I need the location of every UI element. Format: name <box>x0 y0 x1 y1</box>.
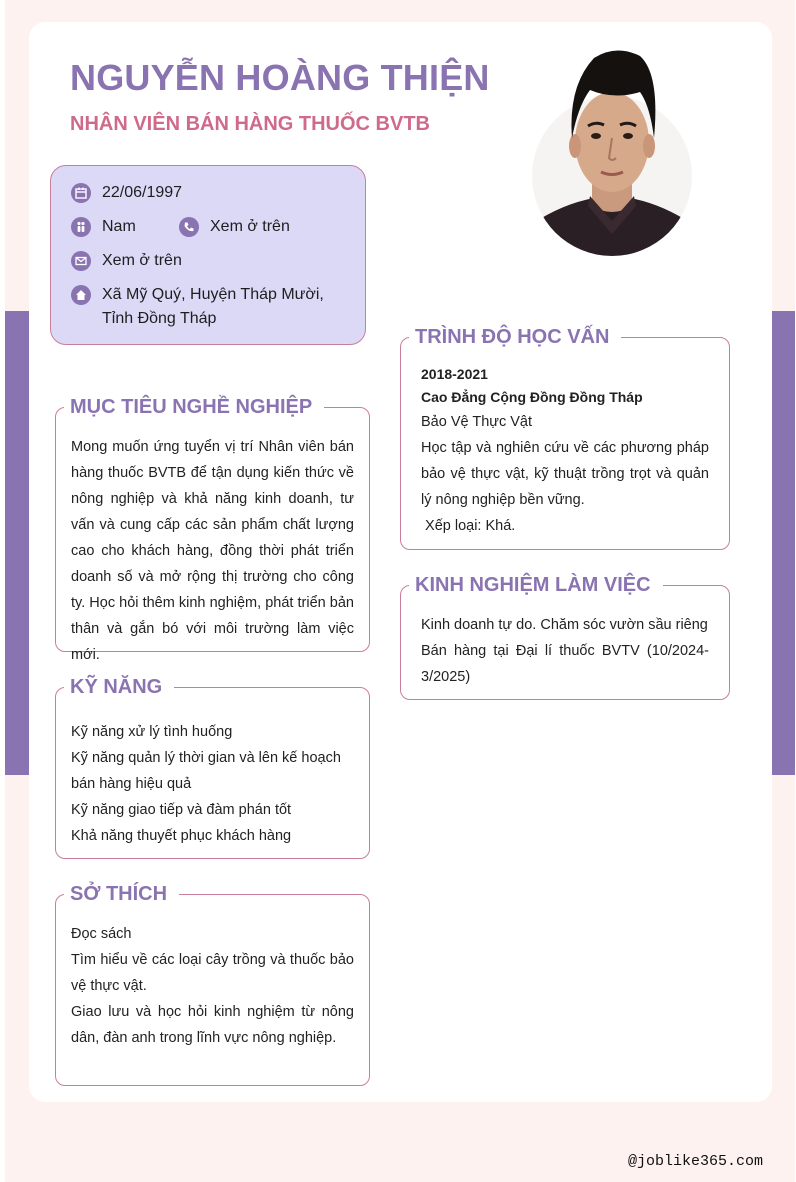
address-value: Xã Mỹ Quý, Huyện Tháp Mười, Tỉnh Đồng Tháp <box>102 286 324 327</box>
hobby-item: Giao lưu và học hỏi kinh nghiệm từ nông dân, đàn anh trong lĩnh vực nông nghiệp. <box>71 1004 354 1046</box>
education-years: 2018-2021 <box>421 366 488 382</box>
education-title: TRÌNH ĐỘ HỌC VẤN <box>409 325 621 349</box>
phone-value[interactable]: Xem ở trên <box>210 218 290 235</box>
experience-item: Bán hàng tại Đại lí thuốc BVTV (10/2024-3/2025) <box>421 643 709 685</box>
skill-item: Khả năng thuyết phục khách hàng <box>71 828 292 844</box>
objective-section <box>55 396 370 663</box>
hobbies-list <box>71 921 354 1051</box>
job-title: NHÂN VIÊN BÁN HÀNG THUỐC BVTB <box>70 113 430 135</box>
education-body <box>421 363 709 539</box>
gender-icon <box>71 217 91 237</box>
objective-text: Mong muốn ứng tuyển vị trí Nhân viên bán hàng thuốc BVTB để tận dụng kiến thức về nông nghiệp và khả năng kinh doanh, tư vấn và cung cấp các sản phẩm chất lượng cao cho khách hàng, đồng thời phát triển doanh số và mở rộng thị trường cho công ty. Học hỏi thêm kinh nghiệm, phát triển bản thân và gắn bó với môi trường làm việc mới. <box>71 439 354 663</box>
birthday-row <box>71 181 182 205</box>
experience-list <box>421 612 709 690</box>
phone-icon <box>179 217 199 237</box>
hobbies-title: SỞ THÍCH <box>64 882 179 906</box>
hobbies-section <box>55 883 370 1086</box>
email-row <box>71 249 182 273</box>
email-icon <box>71 251 91 271</box>
contact-info-box <box>50 165 366 345</box>
experience-section <box>400 574 730 700</box>
skill-item: Kỹ năng quản lý thời gian và lên kế hoạch bán hàng hiệu quả <box>71 750 341 792</box>
education-school: Cao Đẳng Cộng Đồng Đồng Tháp <box>421 389 643 405</box>
address-row <box>71 283 331 331</box>
birthday-value: 22/06/1997 <box>102 184 183 201</box>
education-grade: Xếp loại: Khá. <box>421 518 516 534</box>
footer-watermark: @joblike365.com <box>628 1153 764 1170</box>
education-major: Bảo Vệ Thực Vật <box>421 414 533 430</box>
email-value[interactable]: Xem ở trên <box>102 252 182 269</box>
phone-row <box>179 215 290 239</box>
skill-item: Kỹ năng giao tiếp và đàm phán tốt <box>71 802 292 818</box>
skills-list <box>71 719 354 849</box>
objective-title: MỤC TIÊU NGHỀ NGHIỆP <box>64 395 324 419</box>
education-description: Học tập và nghiên cứu về các phương pháp bảo vệ thực vật, kỹ thuật trồng trọt và quản lý nông nghiệp bền vững. <box>421 440 709 508</box>
experience-title: KINH NGHIỆM LÀM VIỆC <box>409 573 663 597</box>
right-decor-band <box>772 311 795 775</box>
calendar-icon <box>71 183 91 203</box>
skills-title: KỸ NĂNG <box>64 675 174 699</box>
education-section <box>400 326 730 550</box>
gender-row <box>71 215 136 239</box>
left-decor-band <box>5 311 29 775</box>
experience-item: Kinh doanh tự do. Chăm sóc vườn sầu riêng <box>421 617 708 633</box>
profile-photo <box>532 46 692 256</box>
home-icon <box>71 285 91 305</box>
candidate-name: NGUYỄN HOÀNG THIỆN <box>70 57 490 98</box>
hobby-item: Đọc sách <box>71 926 132 942</box>
skills-section <box>55 676 370 859</box>
skill-item: Kỹ năng xử lý tình huống <box>71 724 233 740</box>
hobby-item: Tìm hiểu về các loại cây trồng và thuốc bảo vệ thực vật. <box>71 952 354 994</box>
gender-value: Nam <box>102 218 136 235</box>
